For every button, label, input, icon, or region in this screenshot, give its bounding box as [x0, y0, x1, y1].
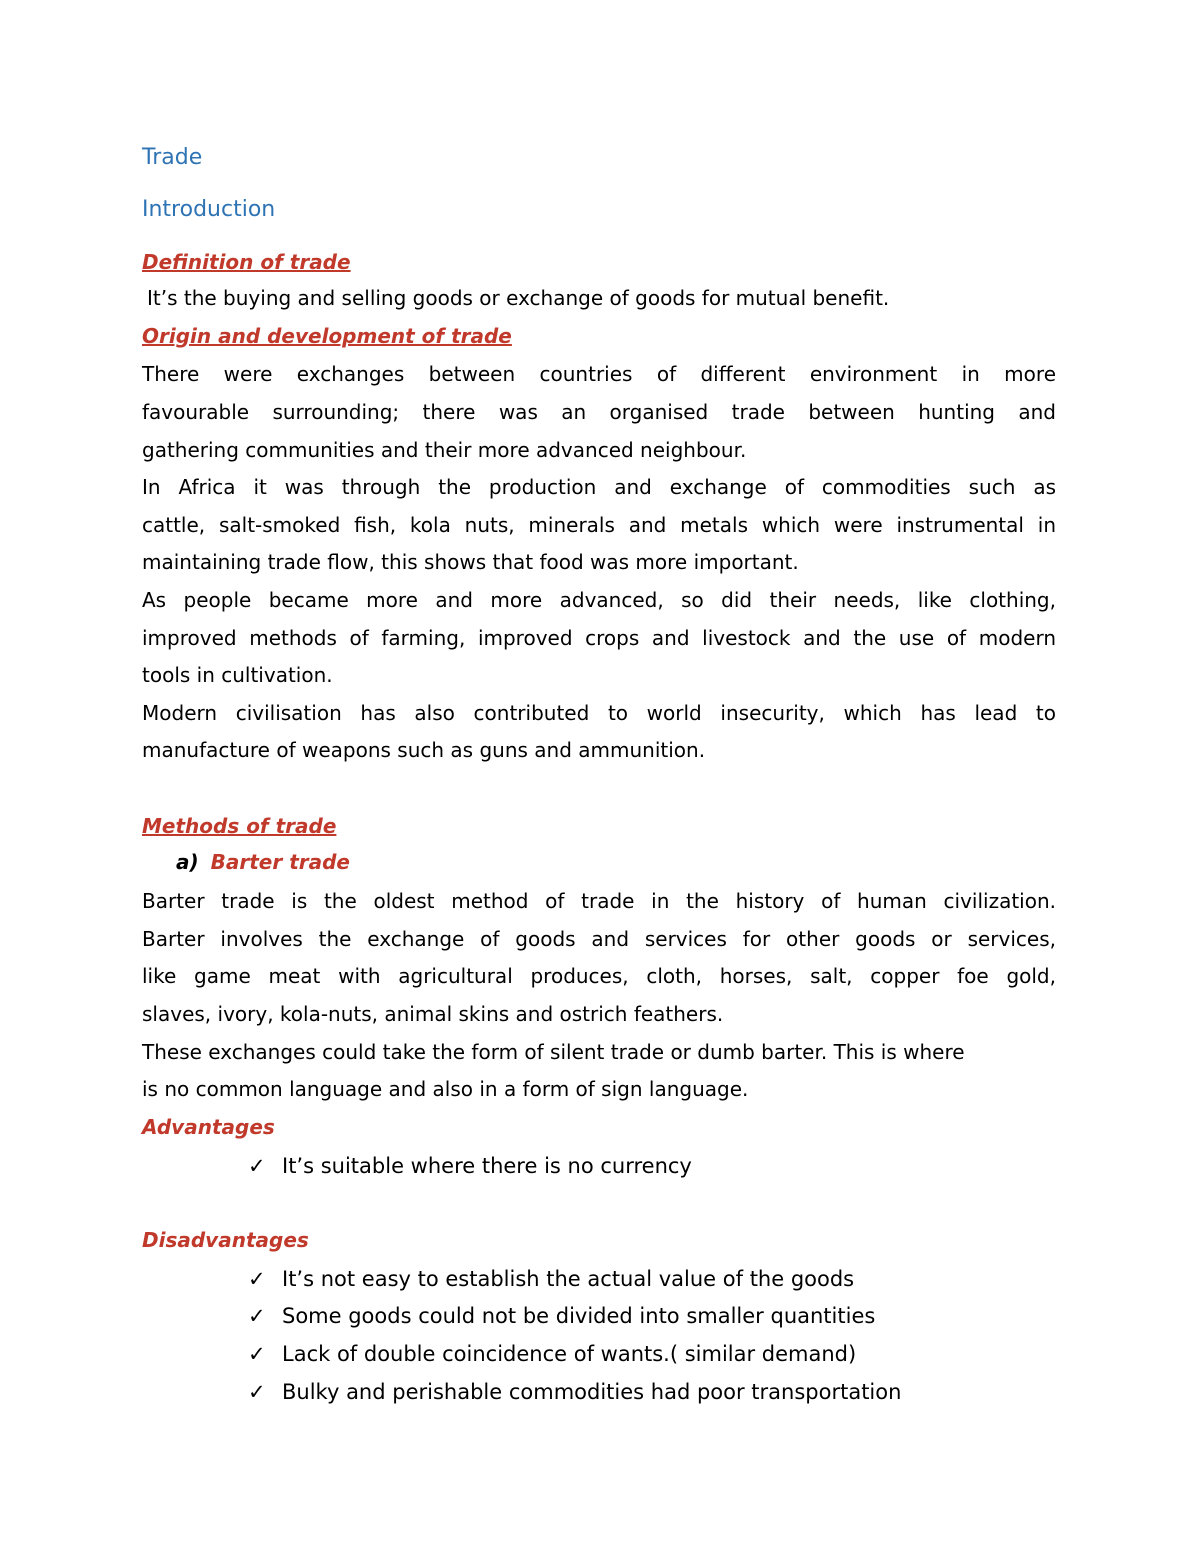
definition-heading: Definition of trade: [142, 250, 351, 274]
origin-paragraph-4-last: manufacture of weapons such as guns and ammunition.: [142, 738, 706, 762]
list-letter: a): [176, 850, 199, 874]
origin-paragraph-2: [142, 469, 1056, 544]
text-line: Modern civilisation has also contributed to world insecurity, which has lead to: [142, 701, 1056, 725]
text-line: like game meat with agricultural produces, cloth, horses, salt, copper foe gold,: [142, 964, 1056, 989]
disadvantage-item: [248, 1378, 901, 1406]
barter-paragraph-1-last: slaves, ivory, kola-nuts, animal skins and ostrich feathers.: [142, 1002, 724, 1026]
disadvantage-item-text: Some goods could not be divided into smaller quantities: [282, 1304, 876, 1328]
text-line: favourable surrounding; there was an organised trade between hunting and: [142, 399, 1056, 424]
advantage-item-text: It’s suitable where there is no currency: [282, 1154, 692, 1178]
definition-text: It’s the buying and selling goods or exchange of goods for mutual benefit.: [147, 286, 890, 310]
disadvantage-item-text: It’s not easy to establish the actual value of the goods: [282, 1267, 855, 1291]
checkmark-icon: ✓: [248, 1267, 266, 1291]
text-line: cattle, salt-smoked fish, kola nuts, minerals and metals which were instrumental in: [142, 512, 1056, 537]
text-line: In Africa it was through the production and exchange of commodities such as: [142, 475, 1056, 499]
origin-paragraph-1-last: gathering communities and their more advanced neighbour.: [142, 438, 747, 462]
origin-paragraph-1: [142, 356, 1056, 431]
origin-paragraph-3-last: tools in cultivation.: [142, 663, 333, 687]
text-line: improved methods of farming, improved crops and livestock and the use of modern: [142, 625, 1056, 650]
document-title: Trade: [142, 145, 203, 170]
origin-heading: Origin and development of trade: [142, 324, 512, 348]
barter-subheading: [176, 849, 350, 875]
disadvantage-item: [248, 1302, 875, 1330]
advantages-heading: Advantages: [142, 1115, 275, 1139]
barter-paragraph-1: [142, 883, 1056, 996]
disadvantage-item: [248, 1265, 854, 1293]
checkmark-icon: ✓: [248, 1154, 266, 1178]
disadvantages-heading: Disadvantages: [142, 1228, 309, 1252]
disadvantage-item-text: Bulky and perishable commodities had poor transportation: [282, 1380, 902, 1404]
barter-trade-label: Barter trade: [210, 850, 350, 874]
origin-paragraph-2-last: maintaining trade flow, this shows that food was more important.: [142, 550, 799, 574]
text-line: Barter involves the exchange of goods and services for other goods or services,: [142, 926, 1056, 951]
checkmark-icon: ✓: [248, 1380, 266, 1404]
checkmark-icon: ✓: [248, 1342, 266, 1366]
intro-heading: Introduction: [142, 197, 276, 222]
text-line: Barter trade is the oldest method of trade in the history of human civilization.: [142, 889, 1056, 913]
methods-heading: Methods of trade: [142, 814, 337, 838]
barter-paragraph-2-line-2: is no common language and also in a form of sign language.: [142, 1077, 749, 1101]
barter-paragraph-2-line-1: These exchanges could take the form of silent trade or dumb barter. This is where: [142, 1040, 965, 1064]
advantage-item: [248, 1152, 692, 1180]
text-line: As people became more and more advanced, so did their needs, like clothing,: [142, 588, 1056, 612]
disadvantage-item: [248, 1340, 856, 1368]
disadvantage-item-text: Lack of double coincidence of wants.( similar demand): [282, 1342, 857, 1366]
origin-paragraph-4: [142, 695, 1056, 733]
origin-paragraph-3: [142, 582, 1056, 657]
text-line: There were exchanges between countries of different environment in more: [142, 362, 1056, 386]
checkmark-icon: ✓: [248, 1304, 266, 1328]
